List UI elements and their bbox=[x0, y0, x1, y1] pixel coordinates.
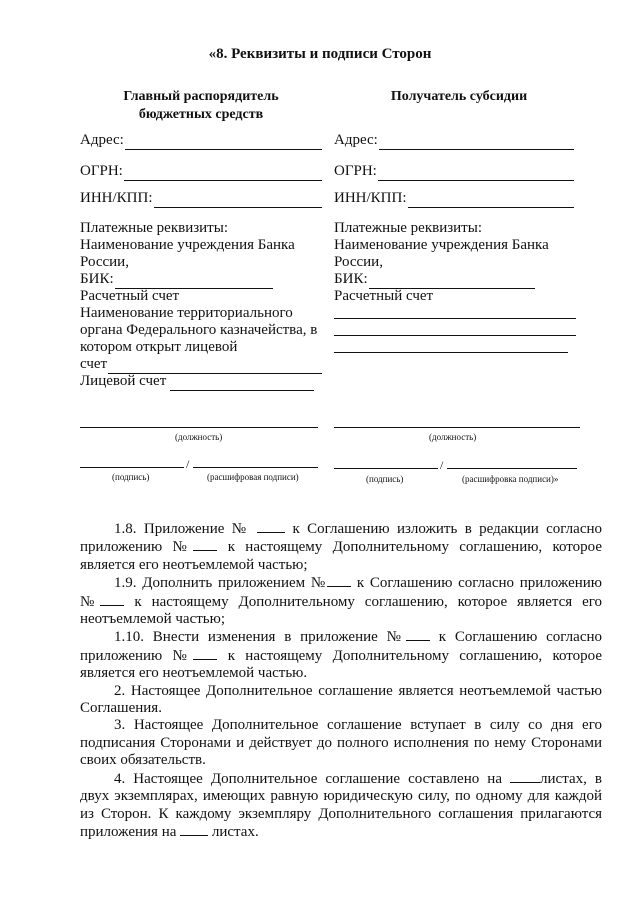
blank-appendix-number bbox=[406, 628, 430, 641]
left-bik-label: БИК: bbox=[80, 271, 114, 287]
right-slash: / bbox=[440, 458, 444, 472]
left-address-label: Адрес: bbox=[80, 132, 124, 148]
paragraph-1-10-part-c: к настоящему Дополнительному соглашению, которое является его неотъемлемой частью. bbox=[80, 647, 602, 682]
left-payment-label: Платежные реквизиты: bbox=[80, 220, 228, 236]
left-slash: / bbox=[186, 457, 190, 471]
blank-sheet-count bbox=[180, 823, 208, 836]
right-bank-line-2: России, bbox=[334, 254, 383, 270]
left-ogrn-row bbox=[80, 162, 322, 181]
left-decoding-line bbox=[193, 467, 318, 468]
paragraph-4-part-c: листах. bbox=[211, 823, 259, 840]
left-personal-account-row bbox=[80, 372, 322, 391]
left-position-caption: (должность) bbox=[175, 432, 223, 442]
left-inn-row bbox=[80, 189, 322, 208]
left-signature-line bbox=[80, 467, 184, 468]
paragraph-3: 3. Настоящее Дополнительное соглашение вступает в силу со дня его подписания Сторонами и действует до полного исполнения по нему Сторонами своих обязательств. bbox=[80, 717, 602, 769]
right-position-caption: (должность) bbox=[429, 432, 477, 442]
right-decoding-line bbox=[447, 468, 577, 469]
right-signature-line bbox=[334, 468, 438, 469]
paragraph-1-9-part-a: 1.9. Дополнить приложением № bbox=[114, 575, 328, 592]
left-ogrn-label: ОГРН: bbox=[80, 163, 123, 179]
right-address-row bbox=[334, 131, 574, 150]
right-account-line-3 bbox=[334, 352, 568, 353]
section-title: «8. Реквизиты и подписи Сторон bbox=[208, 46, 432, 62]
right-party-heading: Получатель субсидии bbox=[390, 89, 528, 104]
paragraph-1-10 bbox=[80, 628, 602, 682]
left-address-blank bbox=[125, 135, 322, 150]
left-treasury-line-4: счет bbox=[80, 356, 108, 372]
left-address-row bbox=[80, 131, 322, 150]
left-position-line bbox=[80, 427, 318, 428]
paragraph-4-part-b: листах, в двух экземплярах, имеющих равную юридическую силу, по одному для каждой из Сторон. К каждому экземпляру Дополнительного соглашения прилагаются приложения на bbox=[80, 770, 603, 840]
paragraph-4-part-a: 4. Настоящее Дополнительное соглашение составлено на bbox=[114, 770, 502, 787]
left-treasury-line-1: Наименование территориального bbox=[80, 305, 293, 321]
paragraph-1-8-part-b: к Соглашению изложить в редакции согласно приложению № bbox=[80, 521, 603, 556]
right-ogrn-row bbox=[334, 162, 574, 181]
blank-appendix-number bbox=[100, 593, 124, 606]
right-address-blank bbox=[379, 135, 574, 150]
right-decoding-caption: (расшифровка подписи)» bbox=[462, 474, 559, 484]
blank-appendix-number bbox=[193, 647, 217, 660]
left-treasury-line-3: котором открыт лицевой bbox=[80, 339, 238, 355]
right-ogrn-label: ОГРН: bbox=[334, 163, 377, 179]
blank-sheet-count bbox=[510, 770, 540, 783]
left-treasury-line-2: органа Федерального казначейства, в bbox=[80, 322, 318, 338]
left-bank-line-2: России, bbox=[80, 254, 129, 270]
paragraph-1-8-part-c: к настоящему Дополнительному соглашению, которое является его неотъемлемой частью; bbox=[80, 539, 602, 573]
left-heading-line-2: бюджетных средств bbox=[138, 107, 264, 122]
blank-appendix-number bbox=[327, 574, 351, 587]
paragraph-1-8 bbox=[80, 520, 602, 574]
right-bank-line-1: Наименование учреждения Банка bbox=[334, 237, 549, 253]
left-signature-caption: (подпись) bbox=[112, 472, 150, 482]
right-payment-label: Платежные реквизиты: bbox=[334, 220, 482, 236]
amendment-body bbox=[80, 520, 602, 841]
right-inn-row bbox=[334, 189, 574, 208]
paragraph-2: 2. Настоящее Дополнительное соглашение является неотъемлемой частью Соглашения. bbox=[80, 682, 602, 717]
paragraph-1-9-part-c: к настоящему Дополнительному соглашению, которое является его неотъемлемой частью; bbox=[80, 593, 603, 628]
paragraph-1-10-part-b: к Соглашению согласно приложению № bbox=[80, 629, 603, 664]
left-account-label: Расчетный счет bbox=[80, 288, 180, 304]
right-inn-label: ИНН/КПП: bbox=[334, 190, 407, 206]
paragraph-1-10-part-a: 1.10. Внести изменения в приложение № bbox=[114, 629, 406, 646]
paragraph-1-8-part-a: 1.8. Приложение № bbox=[114, 521, 250, 537]
left-party-heading bbox=[80, 88, 322, 124]
left-heading-line-1: Главный распорядитель bbox=[123, 89, 279, 104]
blank-appendix-number bbox=[257, 520, 285, 533]
right-address-label: Адрес: bbox=[334, 132, 378, 148]
paragraph-4 bbox=[80, 770, 602, 842]
paragraph-1-9 bbox=[80, 574, 602, 628]
paragraph-1-9-part-b: к Соглашению согласно приложению № bbox=[80, 575, 602, 610]
left-bank-line-1: Наименование учреждения Банка bbox=[80, 237, 295, 253]
right-account-line-1 bbox=[334, 318, 576, 319]
blank-appendix-number bbox=[193, 538, 217, 551]
right-account-line-2 bbox=[334, 335, 576, 336]
right-inn-blank bbox=[408, 193, 574, 208]
right-ogrn-blank bbox=[378, 166, 574, 181]
right-bik-label: БИК: bbox=[334, 271, 368, 287]
left-personal-account-label: Лицевой счет bbox=[80, 373, 167, 389]
left-inn-label: ИНН/КПП: bbox=[80, 190, 153, 206]
right-signature-caption: (подпись) bbox=[366, 474, 404, 484]
right-account-label: Расчетный счет bbox=[334, 288, 434, 304]
left-decoding-caption: (расшифровая подписи) bbox=[207, 472, 299, 482]
left-personal-account-blank bbox=[170, 376, 314, 391]
right-position-line bbox=[334, 427, 580, 428]
left-ogrn-blank bbox=[124, 166, 322, 181]
left-inn-blank bbox=[154, 193, 322, 208]
